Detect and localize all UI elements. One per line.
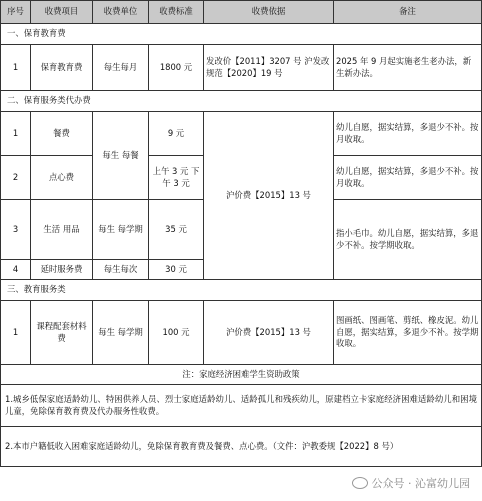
cell-seq: 1 (1, 45, 31, 91)
cell-standard: 上午 3 元 下午 3 元 (149, 156, 204, 200)
cell-standard: 30 元 (149, 260, 204, 280)
cell-unit: 每生 每学期 (93, 200, 149, 260)
section-title-1: 一、保育教育费 (1, 24, 482, 45)
watermark-text: 公众号 · 沁富幼儿园 (371, 477, 470, 490)
header-remark: 备注 (334, 1, 482, 24)
note-row (1, 427, 482, 467)
cell-seq: 1 (1, 112, 31, 156)
wechat-icon (352, 477, 368, 489)
cell-seq: 4 (1, 260, 31, 280)
section-title-2: 二、保育服务类代办费 (1, 91, 482, 112)
table-row (1, 45, 482, 91)
note-2: 2.本市户籍低收入困难家庭适龄幼儿，免除保育教育费及餐费、点心费。（文件：沪教委规【2022】8 号） (1, 427, 482, 467)
cell-item: 保育教育费 (31, 45, 93, 91)
section-title-3: 三、教育服务类 (1, 280, 482, 301)
cell-remark: 幼儿自愿，据实结算，多退少不补。按月收取。 (334, 156, 482, 200)
header-standard: 收费标准 (149, 1, 204, 24)
cell-seq: 2 (1, 156, 31, 200)
cell-basis: 发改价【2011】3207 号 沪发改规范【2020】19 号 (204, 45, 334, 91)
header-unit: 收费单位 (93, 1, 149, 24)
cell-remark: 2025 年 9 月起实施老生老办法，新生新办法。 (334, 45, 482, 91)
cell-standard: 9 元 (149, 112, 204, 156)
header-seq: 序号 (1, 1, 31, 24)
section-row (1, 24, 482, 45)
cell-unit: 每生 每餐 (93, 112, 149, 200)
table-row (1, 112, 482, 156)
watermark (352, 475, 471, 491)
note-title: 注：家庭经济困难学生资助政策 (1, 365, 482, 385)
section-row (1, 280, 482, 301)
cell-standard: 35 元 (149, 200, 204, 260)
cell-item: 课程配套材料费 (31, 301, 93, 365)
cell-seq: 1 (1, 301, 31, 365)
section-row (1, 91, 482, 112)
cell-remark: 图画纸、图画笔、剪纸、橡皮泥。幼儿自愿，据实结算，多退少不补。按学期收取。 (334, 301, 482, 365)
cell-item: 点心费 (31, 156, 93, 200)
cell-seq: 3 (1, 200, 31, 260)
note-row (1, 385, 482, 427)
cell-basis-shared: 沪价费【2015】13 号 (204, 112, 334, 280)
note-1: 1.城乡低保家庭适龄幼儿、特困供养人员、烈士家庭适龄幼儿、适龄孤儿和残疾幼儿，原建档立卡家庭经济困难适龄幼儿和困境儿童，免除保育教育费及代办服务性收费。 (1, 385, 482, 427)
cell-unit: 每生每月 (93, 45, 149, 91)
cell-unit: 每生 每学期 (93, 301, 149, 365)
cell-standard: 1800 元 (149, 45, 204, 91)
header-item: 收费项目 (31, 1, 93, 24)
header-basis: 收费依据 (204, 1, 334, 24)
cell-standard: 100 元 (149, 301, 204, 365)
cell-item: 餐费 (31, 112, 93, 156)
cell-item: 延时服务费 (31, 260, 93, 280)
note-title-row (1, 365, 482, 385)
header-row (1, 1, 482, 24)
cell-item: 生活 用品 (31, 200, 93, 260)
cell-basis: 沪价费【2015】13 号 (204, 301, 334, 365)
cell-remark: 幼儿自愿，据实结算，多退少不补。按月收取。 (334, 112, 482, 156)
cell-unit: 每生每次 (93, 260, 149, 280)
table-row (1, 301, 482, 365)
cell-remark: 指小毛巾。幼儿自愿，据实结算，多退少不补。按学期收取。 (334, 200, 482, 280)
